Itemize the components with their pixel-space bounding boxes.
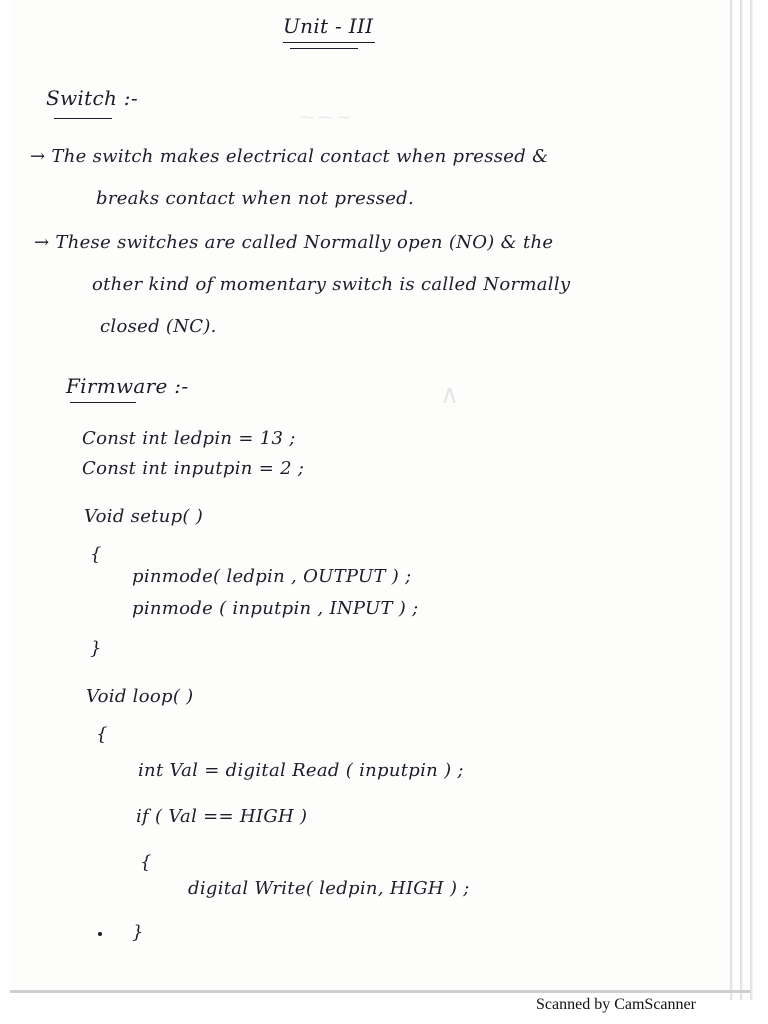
page-edge-line [730, 0, 733, 1000]
code-line: int Val = digital Read ( inputpin ) ; [138, 760, 464, 781]
code-line: { [90, 544, 102, 565]
page-title: Unit - III [283, 14, 374, 38]
switch-heading: Switch :- [46, 86, 138, 110]
switch-line: breaks contact when not pressed. [96, 188, 414, 209]
switch-line: → These switches are called Normally open (NO) & the [34, 232, 554, 253]
code-line: Void setup( ) [84, 506, 204, 527]
firmware-heading-underline [70, 402, 136, 403]
code-line: pinmode ( inputpin , INPUT ) ; [132, 598, 419, 619]
code-line: pinmode( ledpin , OUTPUT ) ; [132, 566, 412, 587]
code-line: if ( Val == HIGH ) [136, 806, 308, 827]
switch-line: → The switch makes electrical contact when pressed & [30, 146, 549, 167]
title-underline [283, 42, 375, 43]
code-line: } [132, 922, 144, 943]
switch-line: closed (NC). [100, 316, 217, 337]
show-through-mark: ⁓ ⁓ ⁓ [300, 110, 351, 126]
show-through-mark: ∧ [440, 380, 460, 410]
title-underline [290, 48, 358, 49]
code-line: } [90, 638, 102, 659]
page-bottom-edge [10, 990, 750, 993]
code-line: Const int ledpin = 13 ; [82, 428, 296, 449]
page-edge-line [750, 0, 753, 1000]
code-line: Const int inputpin = 2 ; [82, 458, 305, 479]
switch-heading-underline [54, 118, 112, 119]
page-edge-line [740, 0, 743, 1000]
switch-line: other kind of momentary switch is called Normally [92, 274, 571, 295]
firmware-heading: Firmware :- [66, 374, 189, 398]
code-line: { [140, 852, 152, 873]
ink-dot [98, 932, 102, 936]
code-line: Void loop( ) [86, 686, 194, 707]
code-line: digital Write( ledpin, HIGH ) ; [188, 878, 470, 899]
code-line: { [96, 724, 108, 745]
scanner-footer: Scanned by CamScanner [536, 996, 696, 1013]
